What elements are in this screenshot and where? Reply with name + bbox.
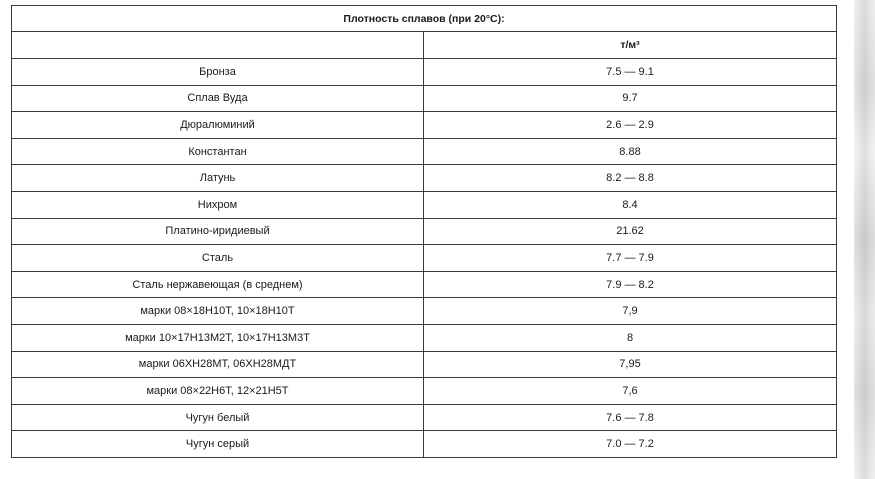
density-value-cell: 7.7 — 7.9 <box>424 245 837 272</box>
header-name-cell <box>12 32 424 59</box>
alloy-name-cell: Сплав Вуда <box>12 85 424 112</box>
density-value-cell: 7.0 — 7.2 <box>424 431 837 458</box>
table-row <box>12 271 837 298</box>
alloy-name-cell: Нихром <box>12 191 424 218</box>
table-header-row <box>12 32 837 59</box>
density-value-cell: 8 <box>424 324 837 351</box>
alloy-name-cell: Латунь <box>12 165 424 192</box>
header-unit-cell: т/м³ <box>424 32 837 59</box>
density-value-cell: 7.6 — 7.8 <box>424 404 837 431</box>
table-row <box>12 165 837 192</box>
alloy-name-cell: Платино-иридиевый <box>12 218 424 245</box>
density-value-cell: 7.5 — 9.1 <box>424 59 837 86</box>
alloy-name-cell: Сталь <box>12 245 424 272</box>
alloy-name-cell: марки 06ХН28МТ, 06ХН28МДТ <box>12 351 424 378</box>
table-row <box>12 112 837 139</box>
table-row <box>12 378 837 405</box>
density-value-cell: 2.6 — 2.9 <box>424 112 837 139</box>
table-row <box>12 245 837 272</box>
alloy-name-cell: марки 08×22Н6Т, 12×21Н5Т <box>12 378 424 405</box>
table-row <box>12 351 837 378</box>
alloy-density-table <box>11 5 837 458</box>
alloy-name-cell: марки 10×17Н13М2Т, 10×17Н13М3Т <box>12 324 424 351</box>
table-row <box>12 431 837 458</box>
density-value-cell: 21.62 <box>424 218 837 245</box>
table-row <box>12 324 837 351</box>
table-row <box>12 298 837 325</box>
alloy-name-cell: Сталь нержавеющая (в среднем) <box>12 271 424 298</box>
table-row <box>12 138 837 165</box>
alloy-name-cell: Чугун белый <box>12 404 424 431</box>
density-value-cell: 9.7 <box>424 85 837 112</box>
alloy-name-cell: Чугун серый <box>12 431 424 458</box>
alloy-name-cell: марки 08×18Н10Т, 10×18Н10Т <box>12 298 424 325</box>
alloy-name-cell: Дюралюминий <box>12 112 424 139</box>
density-value-cell: 8.2 — 8.8 <box>424 165 837 192</box>
density-value-cell: 8.88 <box>424 138 837 165</box>
table-row <box>12 191 837 218</box>
density-value-cell: 7,6 <box>424 378 837 405</box>
alloy-name-cell: Константан <box>12 138 424 165</box>
density-value-cell: 7,95 <box>424 351 837 378</box>
density-value-cell: 7.9 — 8.2 <box>424 271 837 298</box>
alloy-name-cell: Бронза <box>12 59 424 86</box>
table-row <box>12 85 837 112</box>
table-title-row <box>12 6 837 32</box>
table-row <box>12 59 837 86</box>
density-value-cell: 7,9 <box>424 298 837 325</box>
background-edge-strip <box>854 0 875 479</box>
table-title: Плотность сплавов (при 20°С): <box>12 6 837 32</box>
table-row <box>12 404 837 431</box>
density-value-cell: 8.4 <box>424 191 837 218</box>
table-row <box>12 218 837 245</box>
